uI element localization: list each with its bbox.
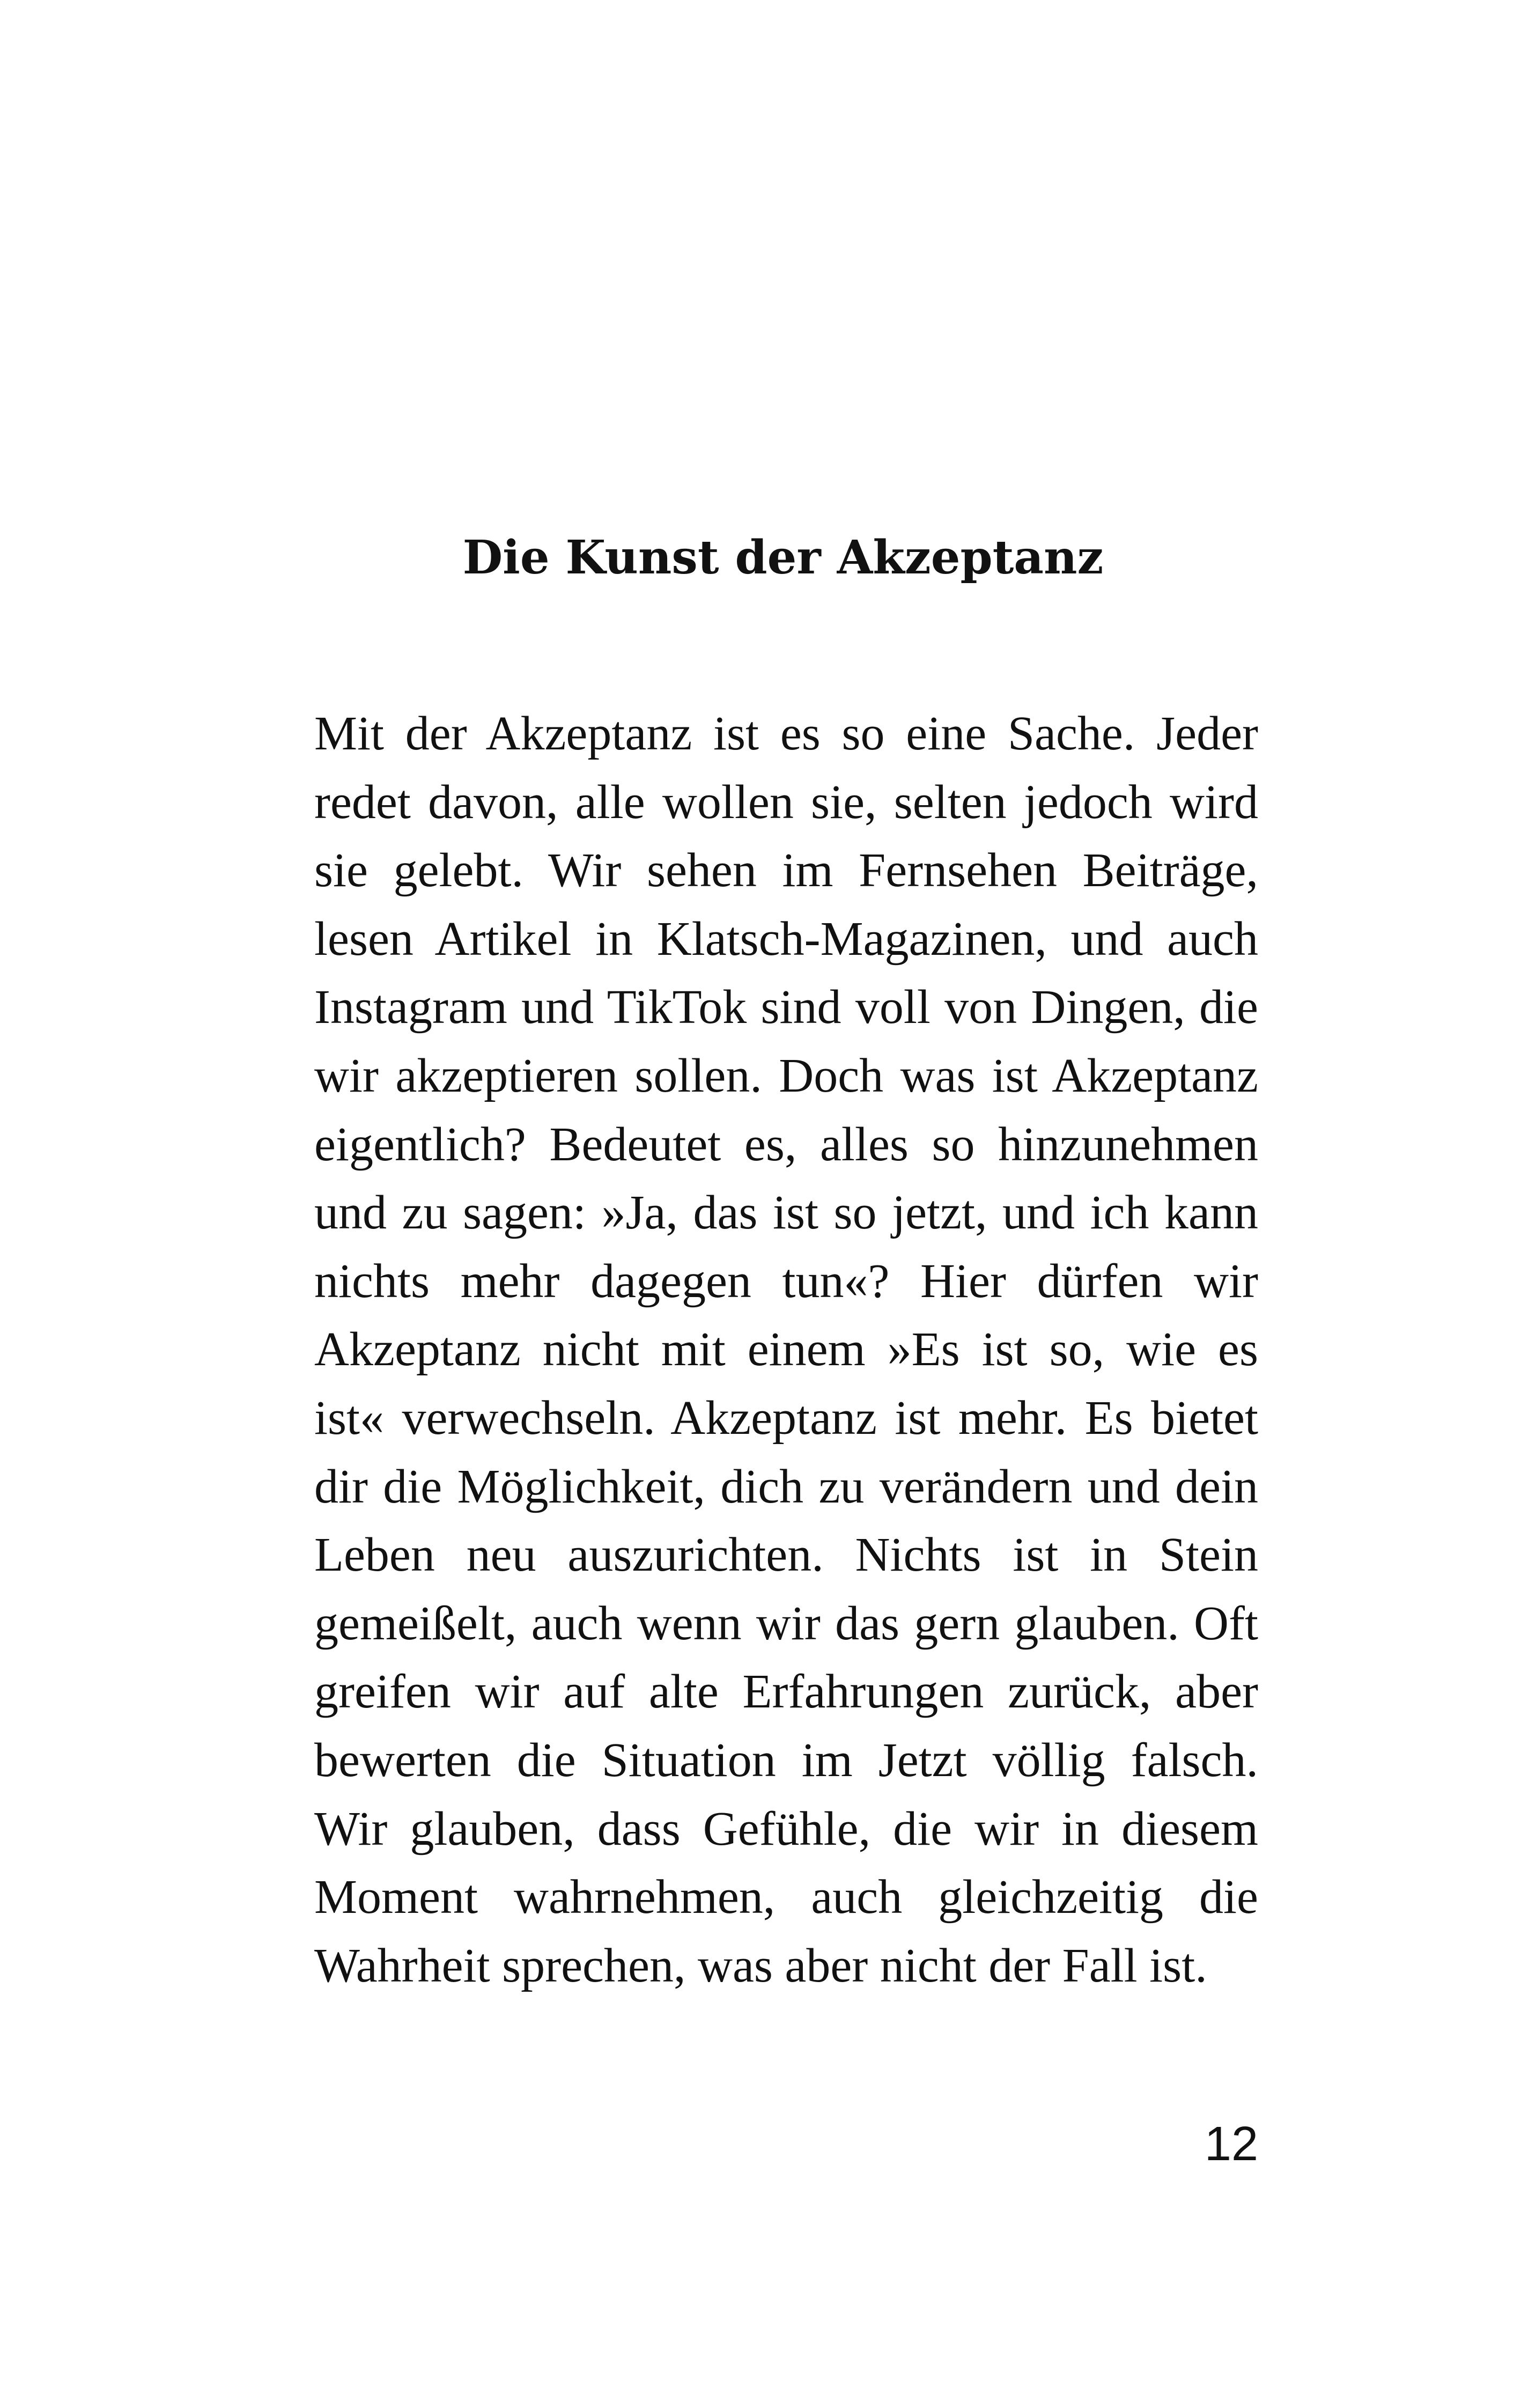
paragraph-line: sie gelebt. Wir sehen im Fernsehen Beiträge, — [314, 844, 1258, 897]
page-number: 12 — [1204, 2117, 1258, 2171]
paragraph-line: Wir glauben, dass Gefühle, die wir in diesem — [314, 1802, 1258, 1855]
paragraph-line: wir akzeptieren sollen. Doch was ist Akzeptanz — [314, 1049, 1258, 1102]
paragraph-line: nichts mehr dagegen tun«? Hier dürfen wir — [314, 1254, 1258, 1308]
paragraph-line: redet davon, alle wollen sie, selten jedoch wird — [314, 775, 1258, 829]
paragraph-line: Akzeptanz nicht mit einem »Es ist so, wie es — [314, 1323, 1258, 1376]
paragraph-line: greifen wir auf alte Erfahrungen zurück, aber — [314, 1665, 1258, 1719]
paragraph-line: gemeißelt, auch wenn wir das gern glauben. Oft — [314, 1596, 1258, 1650]
body-paragraph — [314, 699, 1258, 2000]
paragraph-line: Mit der Akzeptanz ist es so eine Sache. Jeder — [314, 707, 1258, 760]
paragraph-line: Instagram und TikTok sind voll von Dingen, die — [314, 981, 1258, 1034]
paragraph-line: Moment wahrnehmen, auch gleichzeitig die — [314, 1871, 1258, 1924]
paragraph-line: Leben neu auszurichten. Nichts ist in Stein — [314, 1528, 1258, 1582]
paragraph-line: bewerten die Situation im Jetzt völlig falsch. — [314, 1733, 1258, 1787]
paragraph-line: Wahrheit sprechen, was aber nicht der Fall ist. — [314, 1939, 1207, 1992]
paragraph-line: ist« verwechseln. Akzeptanz ist mehr. Es bietet — [314, 1391, 1258, 1445]
chapter-title: Die Kunst der Akzeptanz — [462, 531, 1104, 585]
paragraph-line: und zu sagen: »Ja, das ist so jetzt, und ich kann — [314, 1186, 1258, 1240]
paragraph-line: lesen Artikel in Klatsch-Magazinen, und auch — [314, 912, 1258, 966]
paragraph-line: dir die Möglichkeit, dich zu verändern und dein — [314, 1460, 1258, 1513]
paragraph-line: eigentlich? Bedeutet es, alles so hinzunehmen — [314, 1117, 1258, 1171]
